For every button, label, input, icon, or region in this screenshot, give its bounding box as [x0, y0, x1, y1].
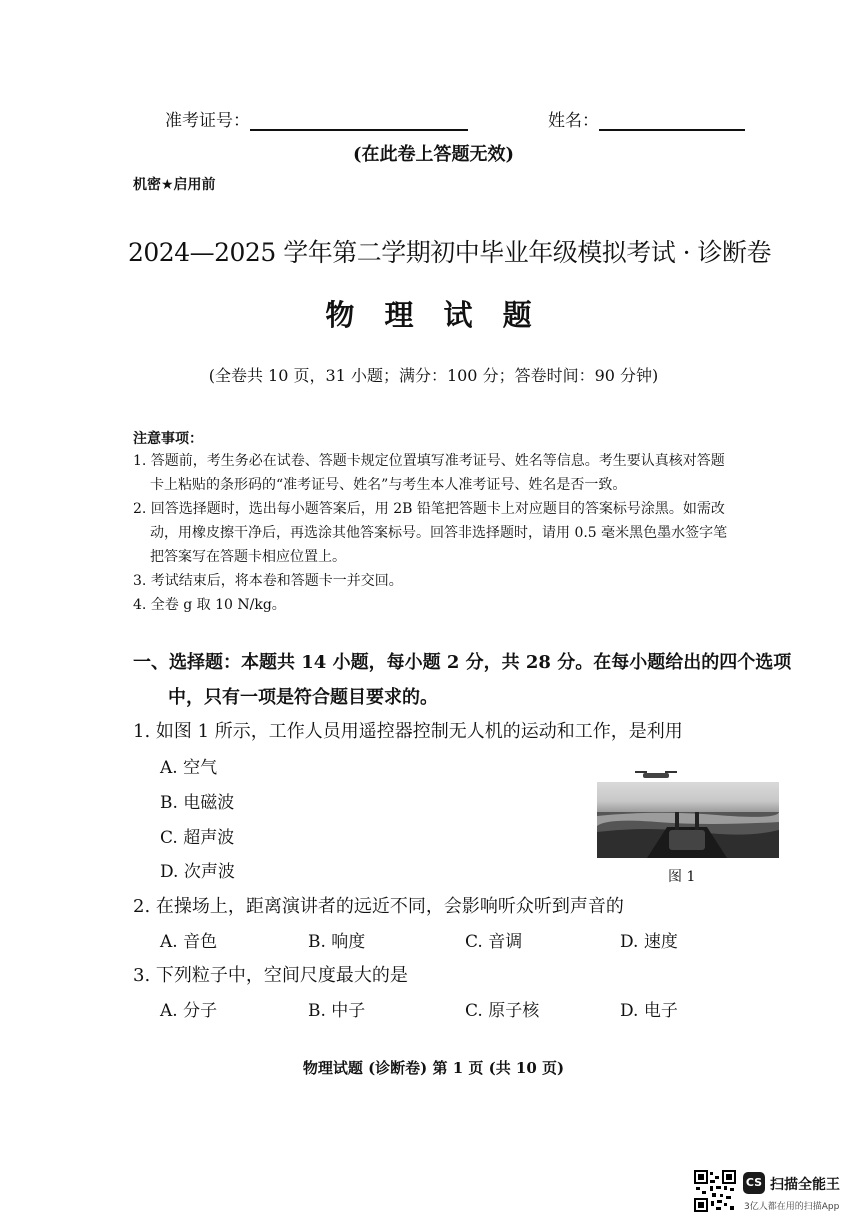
- question-3-option-d: D. 电子: [620, 1001, 678, 1021]
- question-1-option-d: D. 次声波: [160, 862, 235, 882]
- question-3-stem: 3. 下列粒子中，空间尺度最大的是: [133, 965, 408, 986]
- exam-info: (全卷共 10 页，31 小题；满分：100 分；答卷时间：90 分钟): [208, 366, 659, 385]
- scanner-app-name: 扫描全能王: [770, 1177, 840, 1193]
- exam-title: 2024—2025 学年第二学期初中毕业年级模拟考试 · 诊断卷: [128, 238, 772, 267]
- figure-1-photo: [597, 782, 779, 858]
- notice-line: 1. 答题前，考生务必在试卷、答题卡规定位置填写准考证号、姓名等信息。考生要认真核对答题: [133, 453, 725, 469]
- question-3-option-c: C. 原子核: [465, 1001, 540, 1021]
- notice-heading: 注意事项：: [133, 431, 203, 447]
- question-2-option-b: B. 响度: [308, 932, 366, 952]
- question-1-stem: 1. 如图 1 所示，工作人员用遥控器控制无人机的运动和工作，是利用: [133, 721, 683, 742]
- notice-line: 3. 考试结束后，将本卷和答题卡一并交回。: [133, 573, 403, 589]
- drone-remote-icon: [597, 782, 779, 858]
- name-field: [548, 106, 745, 131]
- question-1-option-a: A. 空气: [160, 758, 218, 778]
- notice-line: 2. 回答选择题时，选出每小题答案后，用 2B 铅笔把答题卡上对应题目的答案标号涂黑。如需改: [133, 501, 725, 517]
- exam-id-field: [165, 106, 468, 131]
- exam-id-label: 准考证号：: [165, 111, 250, 131]
- notice-line: 4. 全卷 g 取 10 N/kg。: [133, 597, 286, 613]
- drone-icon: [633, 766, 679, 778]
- invalid-note: (在此卷上答题无效): [352, 144, 515, 165]
- exam-id-blank: [250, 111, 468, 131]
- question-2-option-a: A. 音色: [160, 932, 218, 952]
- question-3-option-a: A. 分子: [160, 1001, 218, 1021]
- section-heading-cont: 中，只有一项是符合题目要求的。: [168, 687, 438, 708]
- secret-label: 机密★启用前: [133, 177, 216, 193]
- name-blank: [599, 111, 745, 131]
- question-2-option-d: D. 速度: [620, 932, 678, 952]
- question-1-option-c: C. 超声波: [160, 828, 235, 848]
- question-2-stem: 2. 在操场上，距离演讲者的远近不同，会影响听众听到声音的: [133, 896, 624, 917]
- question-3-option-b: B. 中子: [308, 1001, 366, 1021]
- page-footer: 物理试题 (诊断卷) 第 1 页 (共 10 页): [302, 1059, 565, 1077]
- subject-title: 物 理 试 题: [325, 298, 542, 332]
- notice-line: 卡上粘贴的条形码的“准考证号、姓名”与考生本人准考证号、姓名是否一致。: [150, 477, 627, 493]
- qr-code-icon: [694, 1170, 736, 1212]
- question-2-option-c: C. 音调: [465, 932, 523, 952]
- scanner-logo-icon: CS: [743, 1172, 765, 1194]
- scanner-tagline: 3亿人都在用的扫描App: [744, 1202, 840, 1212]
- question-1-option-b: B. 电磁波: [160, 793, 235, 813]
- figure-1-caption: 图 1: [668, 869, 696, 885]
- notice-line: 动，用橡皮擦干净后，再选涂其他答案标号。回答非选择题时，请用 0.5 毫米黑色墨水签字笔: [150, 525, 728, 541]
- notice-line: 把答案写在答题卡相应位置上。: [150, 549, 346, 565]
- section-heading: 一、选择题：本题共 14 小题，每小题 2 分，共 28 分。在每小题给出的四个选项: [133, 652, 792, 673]
- name-label: 姓名：: [548, 111, 599, 131]
